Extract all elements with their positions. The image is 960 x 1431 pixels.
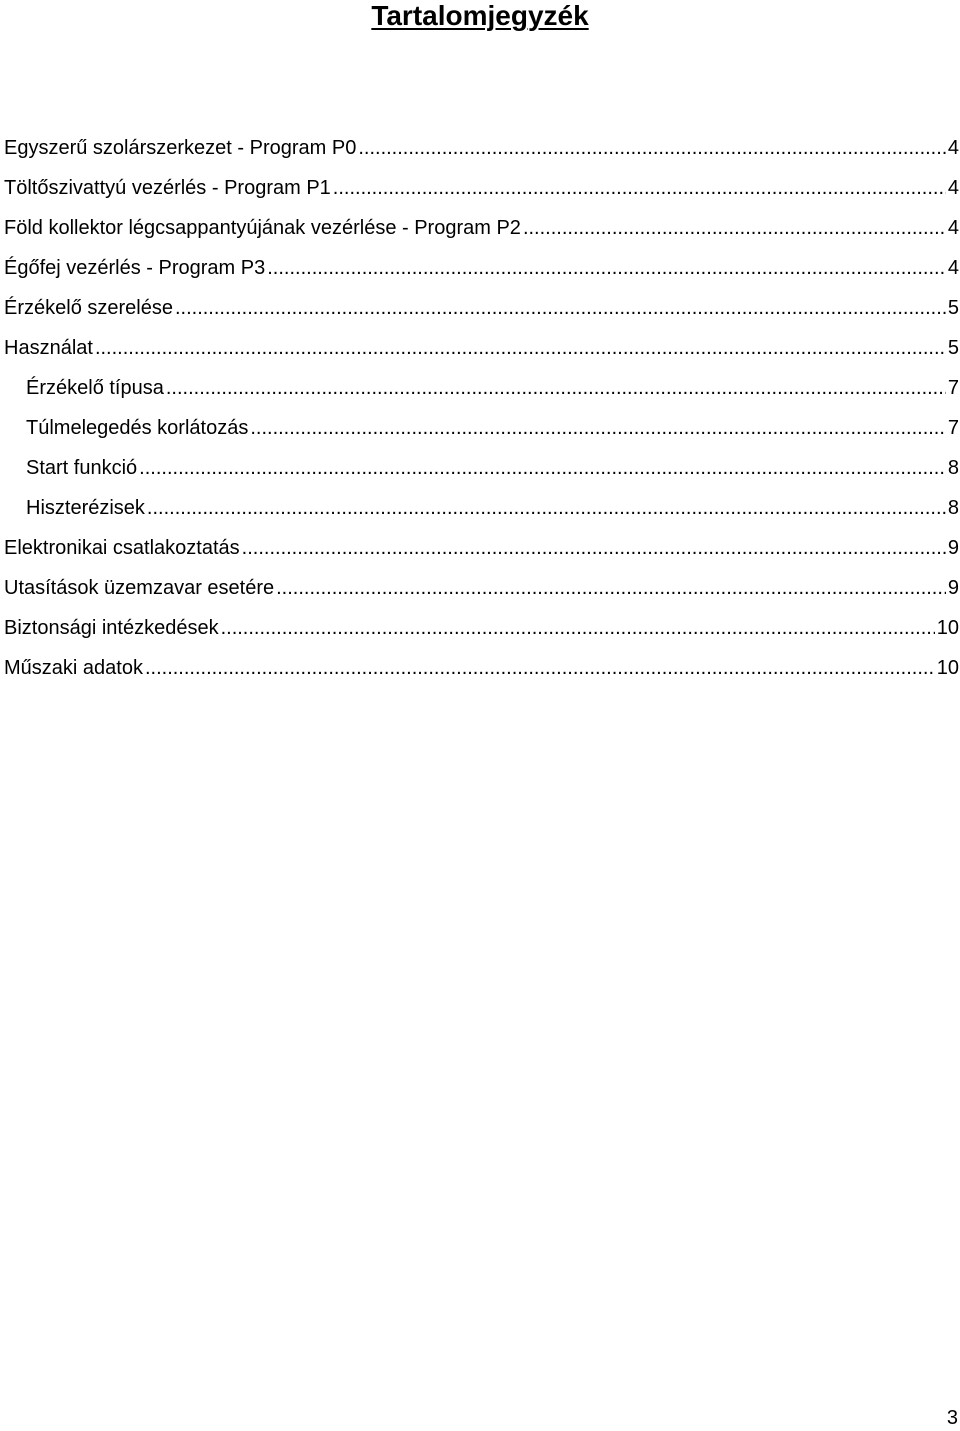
toc-leader-dots bbox=[221, 608, 935, 648]
toc-entry-page: 4 bbox=[947, 177, 959, 199]
toc-leader-dots bbox=[276, 568, 946, 608]
toc-subentry[interactable] bbox=[4, 488, 959, 528]
toc-entry-page: 7 bbox=[947, 377, 959, 399]
toc-entry-page: 4 bbox=[947, 137, 959, 159]
toc-leader-dots bbox=[95, 328, 946, 368]
toc-entry-label: Töltőszivattyú vezérlés - Program P1 bbox=[4, 177, 331, 199]
toc-entry-label: Hiszterézisek bbox=[26, 497, 145, 519]
page-title: Tartalomjegyzék bbox=[371, 0, 589, 31]
toc-leader-dots bbox=[250, 408, 946, 448]
toc-entry[interactable] bbox=[4, 248, 959, 288]
table-of-contents bbox=[4, 128, 959, 688]
toc-leader-dots bbox=[242, 528, 946, 568]
toc-entry-label: Start funkció bbox=[26, 457, 138, 479]
toc-entry-label: Érzékelő szerelése bbox=[4, 297, 173, 319]
toc-entry-page: 4 bbox=[947, 257, 959, 279]
toc-leader-dots bbox=[145, 648, 935, 688]
toc-entry-page: 10 bbox=[936, 617, 959, 639]
toc-entry-label: Egyszerű szolárszerkezet - Program P0 bbox=[4, 137, 357, 159]
toc-entry-page: 4 bbox=[947, 217, 959, 239]
toc-entry-label: Elektronikai csatlakoztatás bbox=[4, 537, 240, 559]
toc-entry-page: 10 bbox=[936, 657, 959, 679]
toc-leader-dots bbox=[523, 208, 946, 248]
toc-entry-label: Égőfej vezérlés - Program P3 bbox=[4, 257, 266, 279]
toc-leader-dots bbox=[139, 448, 946, 488]
toc-entry-page: 8 bbox=[947, 457, 959, 479]
toc-entry-page: 9 bbox=[947, 537, 959, 559]
toc-leader-dots bbox=[147, 488, 946, 528]
toc-entry[interactable] bbox=[4, 288, 959, 328]
toc-leader-dots bbox=[166, 368, 946, 408]
toc-entry[interactable] bbox=[4, 648, 959, 688]
toc-entry[interactable] bbox=[4, 128, 959, 168]
toc-entry-label: Utasítások üzemzavar esetére bbox=[4, 577, 275, 599]
toc-subentry[interactable] bbox=[4, 368, 959, 408]
toc-entry-label: Műszaki adatok bbox=[4, 657, 143, 679]
toc-entry[interactable] bbox=[4, 568, 959, 608]
toc-entry-page: 7 bbox=[947, 417, 959, 439]
toc-entry-page: 5 bbox=[947, 337, 959, 359]
toc-entry-page: 9 bbox=[947, 577, 959, 599]
toc-entry[interactable] bbox=[4, 608, 959, 648]
page-number: 3 bbox=[946, 1407, 958, 1429]
toc-entry-label: Biztonsági intézkedések bbox=[4, 617, 219, 639]
toc-entry-label: Föld kollektor légcsappantyújának vezérlése - Program P2 bbox=[4, 217, 521, 239]
toc-leader-dots bbox=[333, 168, 946, 208]
toc-entry[interactable] bbox=[4, 328, 959, 368]
toc-entry-page: 5 bbox=[947, 297, 959, 319]
toc-leader-dots bbox=[175, 288, 946, 328]
toc-leader-dots bbox=[358, 128, 946, 168]
toc-entry-label: Érzékelő típusa bbox=[26, 377, 164, 399]
toc-leader-dots bbox=[267, 248, 946, 288]
toc-entry[interactable] bbox=[4, 528, 959, 568]
toc-entry[interactable] bbox=[4, 168, 959, 208]
toc-subentry[interactable] bbox=[4, 408, 959, 448]
toc-subentry[interactable] bbox=[4, 448, 959, 488]
toc-entry-label: Használat bbox=[4, 337, 93, 359]
toc-entry[interactable] bbox=[4, 208, 959, 248]
toc-entry-label: Túlmelegedés korlátozás bbox=[26, 417, 249, 439]
toc-entry-page: 8 bbox=[947, 497, 959, 519]
